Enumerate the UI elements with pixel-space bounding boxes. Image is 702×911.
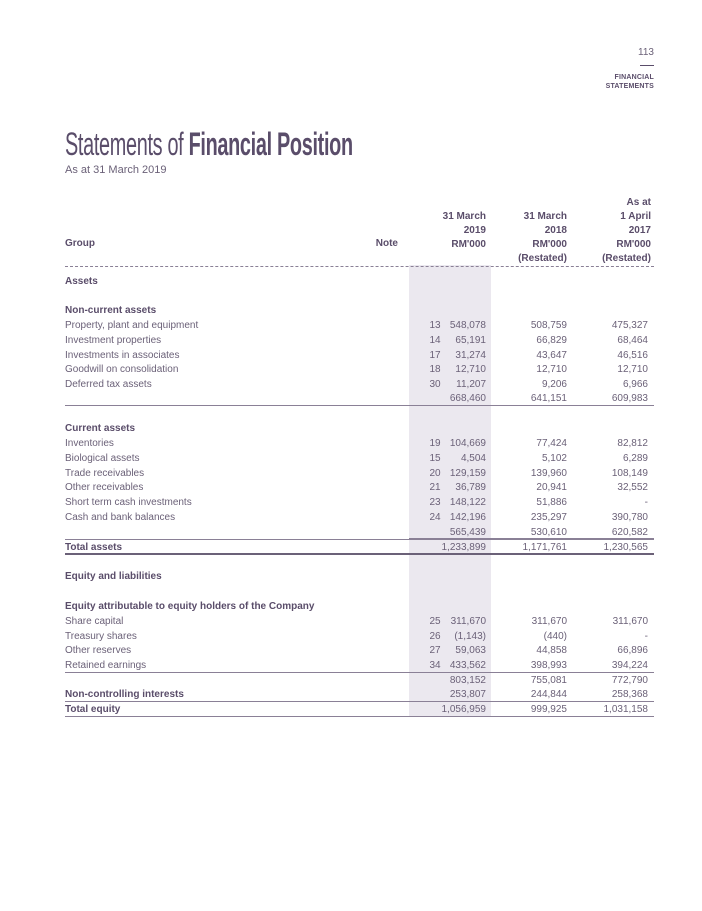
value-2017: 620,582 bbox=[611, 527, 648, 538]
value-2018: 9,206 bbox=[541, 379, 567, 390]
value-2019: 1,056,959 bbox=[441, 704, 486, 715]
table-row bbox=[65, 630, 654, 644]
section-heading-row bbox=[65, 304, 654, 318]
note-header: Note bbox=[375, 238, 398, 249]
subtotal-rule bbox=[65, 701, 654, 702]
row-note: 15 bbox=[429, 453, 441, 464]
value-2017: 1,230,565 bbox=[603, 542, 648, 553]
value-2019: 311,670 bbox=[450, 616, 486, 627]
value-2019: 31,274 bbox=[455, 350, 486, 361]
value-2019: 142,196 bbox=[449, 512, 486, 523]
value-2018: 530,610 bbox=[530, 527, 567, 538]
value-2018: 235,297 bbox=[530, 512, 567, 523]
row-note: 19 bbox=[429, 438, 441, 449]
row-label: Other receivables bbox=[65, 482, 144, 493]
row-label: Investment properties bbox=[65, 335, 162, 346]
row-note: 27 bbox=[429, 645, 441, 656]
value-2019: 668,460 bbox=[449, 393, 486, 404]
row-label: Share capital bbox=[65, 616, 124, 627]
column-header-line: RM'000 bbox=[532, 239, 567, 250]
value-2019: 565,439 bbox=[449, 527, 486, 538]
row-label: Cash and bank balances bbox=[65, 512, 176, 523]
value-2018: 20,941 bbox=[536, 482, 567, 493]
value-2019: 59,063 bbox=[455, 645, 486, 656]
column-header-2018 bbox=[477, 196, 567, 266]
column-header-line bbox=[396, 196, 486, 210]
value-2018: 508,759 bbox=[530, 320, 567, 331]
value-2018: 244,844 bbox=[530, 689, 567, 700]
value-2017: 258,368 bbox=[611, 689, 648, 700]
value-2017: 6,966 bbox=[622, 379, 648, 390]
column-header-line bbox=[396, 252, 486, 266]
table-row bbox=[65, 659, 654, 673]
row-note: 34 bbox=[429, 660, 441, 671]
total-rule bbox=[65, 716, 654, 717]
value-2018: 398,993 bbox=[530, 660, 567, 671]
value-2017: 32,552 bbox=[617, 482, 648, 493]
page-title bbox=[65, 126, 353, 163]
table-row bbox=[65, 319, 654, 333]
section-heading-row bbox=[65, 600, 654, 614]
value-2017: 311,670 bbox=[612, 616, 648, 627]
row-label: Short term cash investments bbox=[65, 497, 192, 508]
value-2018: 311,670 bbox=[531, 616, 567, 627]
value-2019: 433,562 bbox=[449, 660, 486, 671]
page-title-bold: Financial Position bbox=[188, 126, 353, 162]
column-header-line: RM'000 bbox=[616, 239, 651, 250]
value-2019: (1,143) bbox=[454, 631, 486, 642]
column-header-line: 2019 bbox=[463, 225, 486, 236]
column-header-line: (Restated) bbox=[518, 253, 567, 264]
column-header-line: (Restated) bbox=[602, 253, 651, 264]
value-2018: 1,171,761 bbox=[522, 542, 567, 553]
column-header-line: RM'000 bbox=[451, 239, 486, 250]
value-2017: 108,149 bbox=[611, 468, 648, 479]
value-2019: 12,710 bbox=[455, 364, 486, 375]
section-heading-row bbox=[65, 570, 654, 584]
section-label bbox=[606, 73, 654, 91]
table-row bbox=[65, 452, 654, 466]
subtotal-rule bbox=[65, 539, 654, 540]
row-note: 30 bbox=[429, 379, 441, 390]
subtotal-rule bbox=[65, 405, 654, 406]
value-2018: 43,647 bbox=[536, 350, 567, 361]
column-header-line: 2018 bbox=[544, 225, 567, 236]
row-label: Investments in associates bbox=[65, 350, 180, 361]
value-2019: 803,152 bbox=[449, 675, 486, 686]
row-note: 20 bbox=[429, 468, 441, 479]
value-2018: 5,102 bbox=[541, 453, 567, 464]
value-2019: 548,078 bbox=[449, 320, 486, 331]
value-2018: 66,829 bbox=[536, 335, 567, 346]
column-header-2017 bbox=[561, 196, 651, 266]
page-number: 113 bbox=[638, 47, 654, 58]
value-2018: 139,960 bbox=[530, 468, 567, 479]
table-row bbox=[65, 511, 654, 525]
row-label: Trade receivables bbox=[65, 468, 145, 479]
value-2019: 129,159 bbox=[449, 468, 486, 479]
value-2017: 394,224 bbox=[611, 660, 648, 671]
row-label: Equity attributable to equity holders of the Company bbox=[65, 601, 315, 612]
value-2019: 36,789 bbox=[455, 482, 486, 493]
page-title-light: Statements of bbox=[65, 126, 184, 162]
table-row bbox=[65, 496, 654, 510]
page-number-rule bbox=[640, 65, 654, 66]
table-row bbox=[65, 703, 654, 717]
table-row bbox=[65, 334, 654, 348]
row-label: Assets bbox=[65, 276, 98, 287]
value-2017: 46,516 bbox=[617, 350, 648, 361]
group-header: Group bbox=[65, 238, 95, 249]
row-note: 26 bbox=[429, 631, 441, 642]
value-2018: 12,710 bbox=[536, 364, 567, 375]
row-label: Other reserves bbox=[65, 645, 132, 656]
table-row bbox=[65, 615, 654, 629]
total-rule bbox=[65, 553, 654, 555]
value-2018: 641,151 bbox=[530, 393, 567, 404]
value-2017: 390,780 bbox=[611, 512, 648, 523]
section-label-line1: FINANCIAL bbox=[614, 74, 654, 81]
column-header-line: 31 March bbox=[523, 211, 567, 222]
row-label: Equity and liabilities bbox=[65, 571, 162, 582]
column-header-line bbox=[477, 196, 567, 210]
column-header-line: 31 March bbox=[442, 211, 486, 222]
value-2019: 4,504 bbox=[460, 453, 486, 464]
row-label: Property, plant and equipment bbox=[65, 320, 199, 331]
section-label-line2: STATEMENTS bbox=[605, 83, 654, 90]
value-2017: 475,327 bbox=[611, 320, 648, 331]
value-2018: 755,081 bbox=[530, 675, 567, 686]
value-2017: 82,812 bbox=[617, 438, 648, 449]
value-2017: 609,983 bbox=[611, 393, 648, 404]
row-label: Retained earnings bbox=[65, 660, 147, 671]
table-row bbox=[65, 481, 654, 495]
table-row bbox=[65, 644, 654, 658]
row-label: Treasury shares bbox=[65, 631, 137, 642]
table-row bbox=[65, 674, 654, 688]
row-note: 24 bbox=[429, 512, 441, 523]
table-row bbox=[65, 392, 654, 406]
table-row bbox=[65, 378, 654, 392]
section-heading-row bbox=[65, 422, 654, 436]
row-label: Non-controlling interests bbox=[65, 689, 184, 700]
value-2019: 104,669 bbox=[449, 438, 486, 449]
row-note: 13 bbox=[429, 320, 441, 331]
row-label: Biological assets bbox=[65, 453, 140, 464]
value-2017: 1,031,158 bbox=[603, 704, 648, 715]
table-row bbox=[65, 467, 654, 481]
row-label: Total assets bbox=[65, 542, 123, 553]
column-header-line: 2017 bbox=[628, 225, 651, 236]
row-label: Goodwill on consolidation bbox=[65, 364, 179, 375]
value-2019: 11,207 bbox=[456, 379, 486, 390]
value-2018: 77,424 bbox=[536, 438, 567, 449]
row-note: 23 bbox=[429, 497, 441, 508]
value-2017: 772,790 bbox=[611, 675, 648, 686]
subtotal-rule bbox=[65, 672, 654, 673]
row-label: Inventories bbox=[65, 438, 114, 449]
table-row bbox=[65, 437, 654, 451]
value-2019: 253,807 bbox=[449, 689, 486, 700]
value-2018: (440) bbox=[543, 631, 567, 642]
value-2019: 1,233,899 bbox=[441, 542, 486, 553]
header-divider bbox=[65, 266, 654, 267]
value-2018: 999,925 bbox=[530, 704, 567, 715]
column-header-line: 1 April bbox=[620, 211, 651, 222]
value-2017: - bbox=[644, 631, 648, 642]
section-heading-row bbox=[65, 275, 654, 289]
table-row bbox=[65, 363, 654, 377]
table-row bbox=[65, 349, 654, 363]
value-2018: 44,858 bbox=[536, 645, 567, 656]
column-header-2019 bbox=[396, 196, 486, 266]
column-header-line: As at bbox=[626, 197, 651, 208]
row-label: Total equity bbox=[65, 704, 121, 715]
row-note: 18 bbox=[429, 364, 441, 375]
value-2017: 68,464 bbox=[617, 335, 648, 346]
table-row bbox=[65, 688, 654, 702]
value-2017: - bbox=[644, 497, 648, 508]
row-note: 21 bbox=[429, 482, 441, 493]
page-subtitle: As at 31 March 2019 bbox=[65, 164, 167, 176]
value-2017: 66,896 bbox=[617, 645, 648, 656]
row-note: 25 bbox=[429, 616, 441, 627]
row-label: Deferred tax assets bbox=[65, 379, 152, 390]
value-2019: 65,191 bbox=[455, 335, 486, 346]
value-2018: 51,886 bbox=[536, 497, 567, 508]
row-label: Non-current assets bbox=[65, 305, 157, 316]
value-2017: 12,710 bbox=[617, 364, 648, 375]
row-note: 14 bbox=[429, 335, 441, 346]
value-2017: 6,289 bbox=[622, 453, 648, 464]
row-note: 17 bbox=[429, 350, 441, 361]
row-label: Current assets bbox=[65, 423, 136, 434]
value-2019: 148,122 bbox=[449, 497, 486, 508]
